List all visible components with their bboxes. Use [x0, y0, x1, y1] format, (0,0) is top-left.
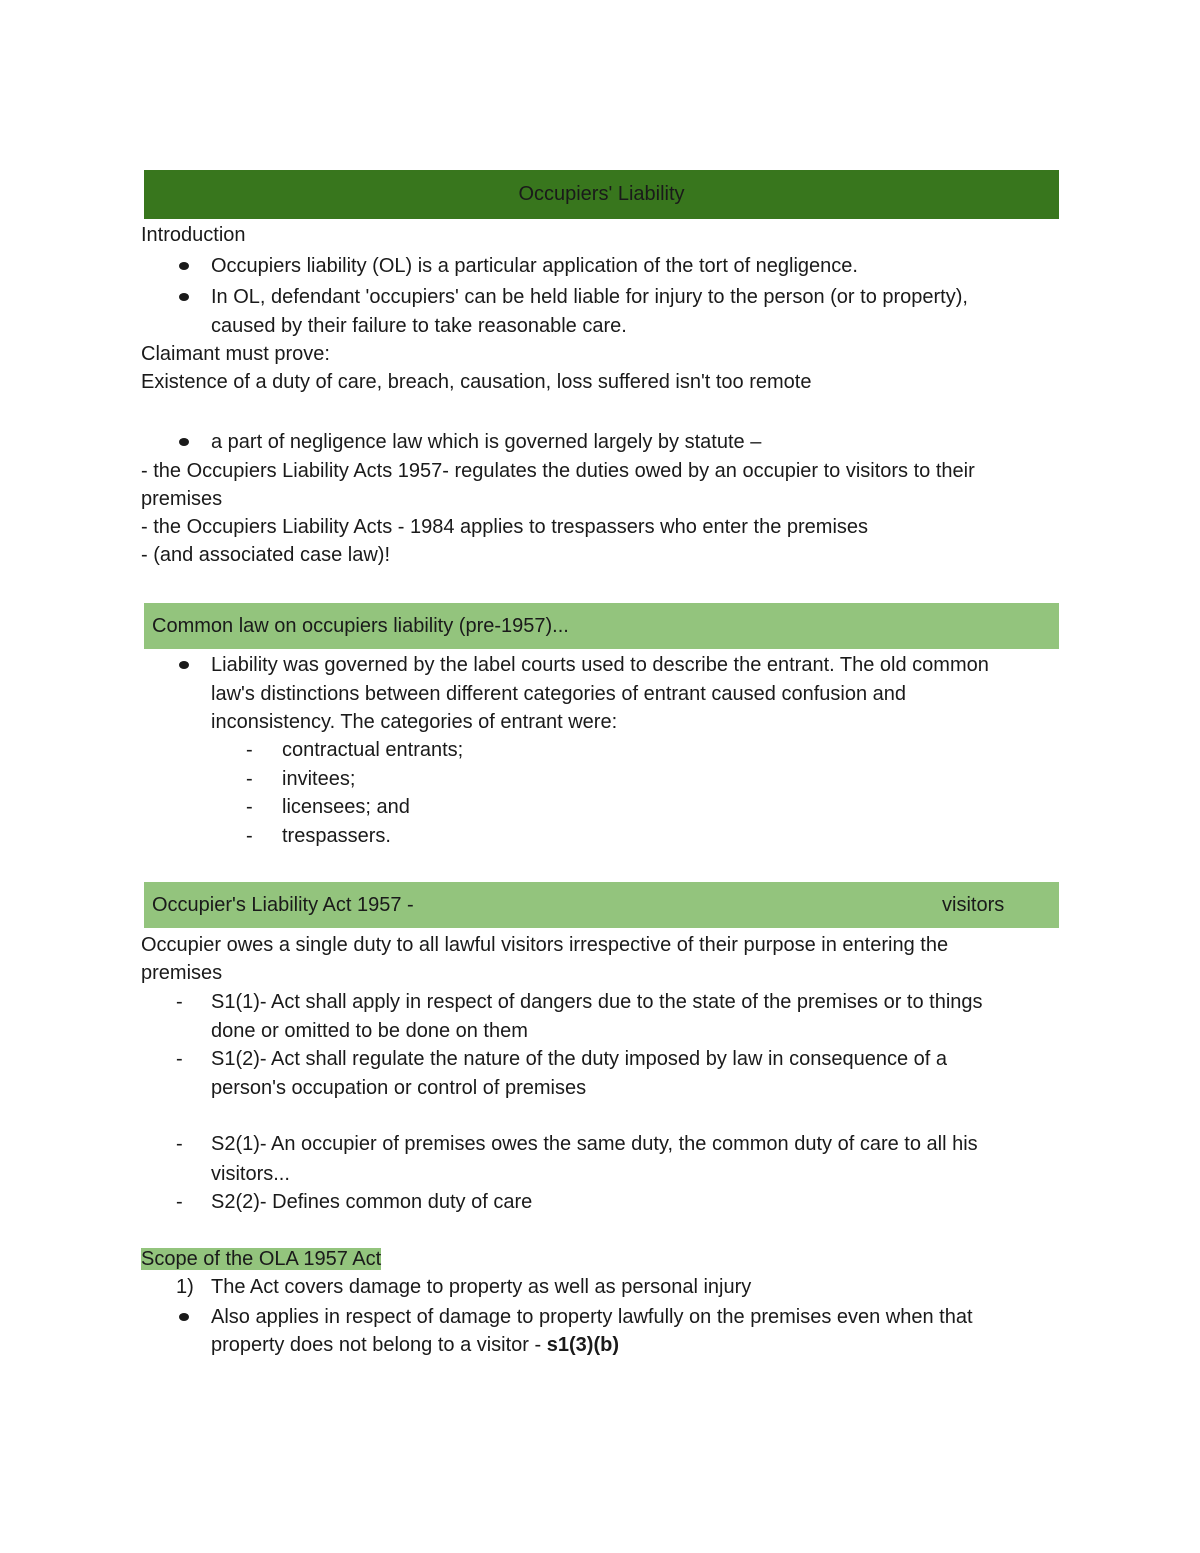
intro-heading: Introduction: [141, 224, 246, 246]
s1-1-line-1: S1(1)- Act shall apply in respect of dangers due to the state of the premises or to things: [211, 991, 983, 1013]
common-law-bullet-line-3: inconsistency. The categories of entrant were:: [211, 711, 618, 733]
acts-1984-text: - the Occupiers Liability Acts - 1984 applies to trespassers who enter the premises: [141, 516, 869, 538]
scope-number-marker: 1): [176, 1276, 194, 1298]
entrant-item: invitees;: [282, 768, 356, 790]
bullet-icon: [179, 661, 189, 669]
acts-1957-line-1: - the Occupiers Liability Acts 1957- regulates the duties owed by an occupier to visitors to their: [141, 460, 975, 482]
intro-bullet-2-line-2: caused by their failure to take reasonable care.: [211, 315, 627, 337]
scope-bullet-line-2: [211, 1331, 619, 1359]
document-title: Occupiers' Liability: [144, 170, 1059, 219]
bullet-icon: [179, 1313, 189, 1321]
scope-item-1: The Act covers damage to property as well as personal injury: [211, 1276, 752, 1298]
s1-1-line-2: done or omitted to be done on them: [211, 1020, 528, 1042]
dash-marker: -: [246, 739, 253, 761]
intro-bullet-1: Occupiers liability (OL) is a particular application of the tort of negligence.: [211, 255, 858, 277]
dash-marker: -: [246, 796, 253, 818]
s2-1-line-1: S2(1)- An occupier of premises owes the same duty, the common duty of care to all his: [211, 1133, 978, 1155]
common-law-section-bar: [144, 603, 1059, 649]
common-law-bullet-line-1: Liability was governed by the label courts used to describe the entrant. The old common: [211, 654, 989, 676]
ola-1957-heading-right: visitors: [942, 894, 1005, 916]
existence-text: Existence of a duty of care, breach, causation, loss suffered isn't too remote: [141, 371, 812, 393]
common-law-bullet-line-2: law's distinctions between different categories of entrant caused confusion and: [211, 683, 906, 705]
s2-1-line-2: visitors...: [211, 1163, 290, 1185]
ola-para-line-1: Occupier owes a single duty to all lawful visitors irrespective of their purpose in entering the: [141, 934, 949, 956]
bullet-icon: [179, 438, 189, 446]
scope-bullet-text: property does not belong to a visitor -: [211, 1334, 547, 1356]
dash-marker: -: [176, 1191, 183, 1213]
common-law-heading: Common law on occupiers liability (pre-1957)...: [152, 615, 569, 637]
statute-reference: s1(3)(b): [546, 1334, 619, 1356]
ola-1957-section-bar: [144, 882, 1059, 928]
ola-para-line-2: premises: [141, 962, 223, 984]
case-law-text: - (and associated case law)!: [141, 544, 391, 566]
claimant-text: Claimant must prove:: [141, 343, 330, 365]
entrant-item: trespassers.: [282, 825, 391, 847]
intro-bullet-3: a part of negligence law which is governed largely by statute –: [211, 431, 762, 453]
s2-2-text: S2(2)- Defines common duty of care: [211, 1191, 533, 1213]
scope-bullet-line-1: Also applies in respect of damage to property lawfully on the premises even when that: [211, 1306, 973, 1328]
bullet-icon: [179, 262, 189, 270]
bullet-icon: [179, 293, 189, 301]
s1-2-line-1: S1(2)- Act shall regulate the nature of the duty imposed by law in consequence of a: [211, 1048, 947, 1070]
entrant-item: licensees; and: [282, 796, 410, 818]
scope-heading: [141, 1245, 381, 1273]
scope-heading-highlight: Scope of the OLA 1957 Act: [141, 1248, 382, 1270]
dash-marker: -: [176, 1133, 183, 1155]
s1-2-line-2: person's occupation or control of premises: [211, 1077, 587, 1099]
entrant-item: contractual entrants;: [282, 739, 464, 761]
ola-1957-heading: Occupier's Liability Act 1957 -: [152, 894, 414, 916]
dash-marker: -: [246, 768, 253, 790]
acts-1957-line-2: premises: [141, 488, 223, 510]
dash-marker: -: [176, 991, 183, 1013]
dash-marker: -: [176, 1048, 183, 1070]
intro-bullet-2-line-1: In OL, defendant 'occupiers' can be held liable for injury to the person (or to property),: [211, 286, 968, 308]
dash-marker: -: [246, 825, 253, 847]
